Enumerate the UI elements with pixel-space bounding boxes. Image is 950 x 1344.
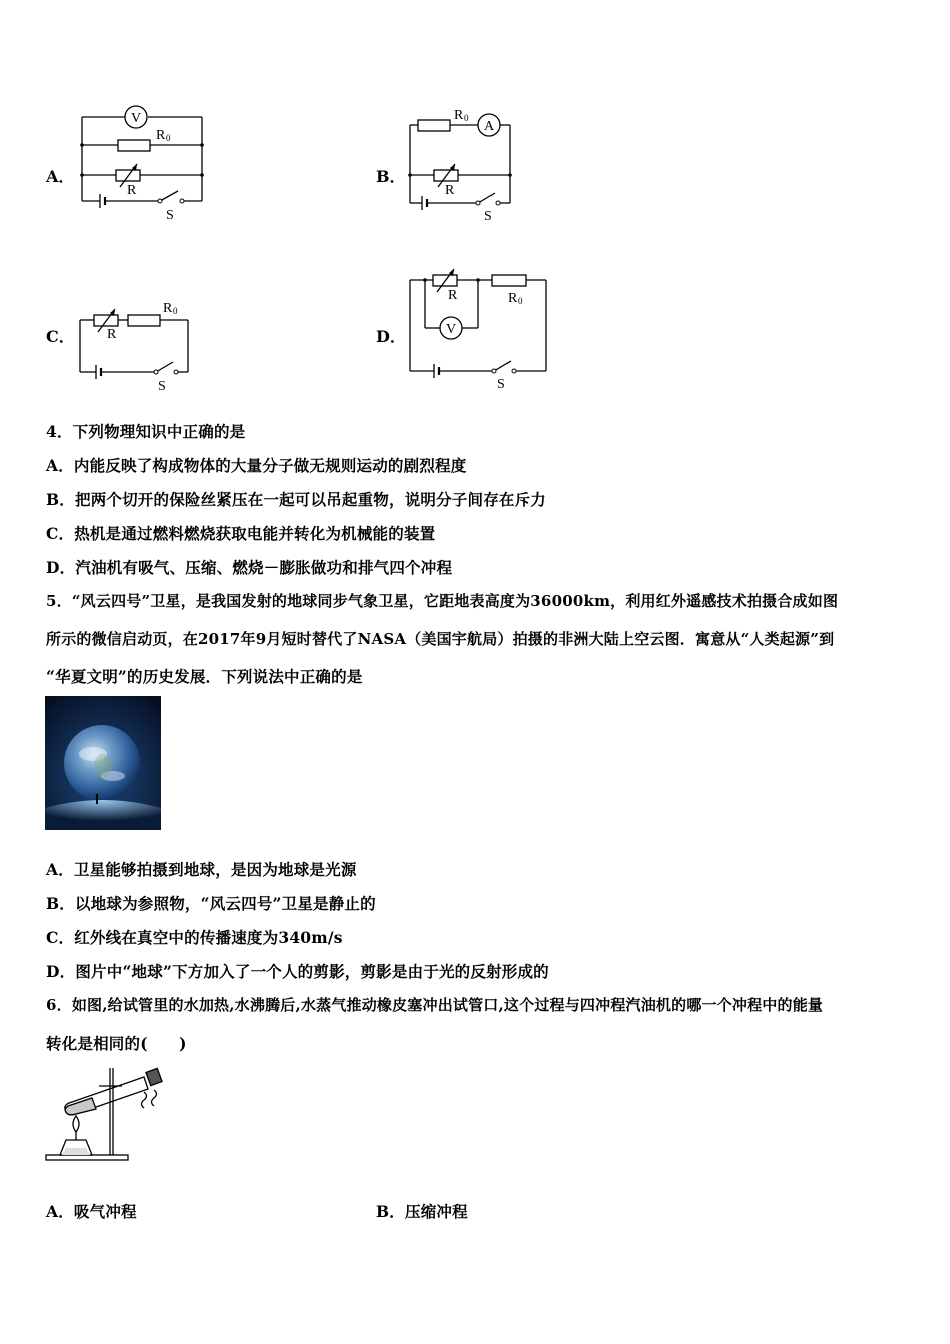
ammeter-label: A [483, 119, 495, 134]
q4-option-b: B．把两个切开的保险丝紧压在一起可以吊起重物，说明分子间存在斥力 [46, 490, 547, 509]
q4-option-d: D．汽油机有吸气、压缩、燃烧－膨胀做功和排气四个冲程 [46, 558, 453, 577]
horizon [45, 800, 161, 830]
option-a-label: A． [46, 167, 75, 186]
rheostat-label: R [445, 183, 455, 198]
voltmeter [440, 317, 462, 339]
q5-stem-line-1: 5．“风云四号”卫星，是我国发射的地球同步气象卫星，它距地表高度为36000km，利用红外遥感技术拍摄合成如图 [46, 592, 839, 610]
q5-option-d: D．图片中“地球”下方加入了一个人的剪影，剪影是由于光的反射形成的 [46, 962, 549, 981]
person-silhouette [96, 796, 98, 804]
r0-label: R [163, 301, 173, 316]
earth-image [45, 696, 161, 830]
switch-label: S [484, 209, 492, 224]
voltmeter [125, 106, 147, 128]
r0-subscript: 0 [518, 296, 523, 306]
switch-label: S [166, 208, 174, 223]
r0-label: R [156, 128, 166, 143]
q6-stem-line-1: 6．如图,给试管里的水加热,水沸腾后,水蒸气推动橡皮塞冲出试管口,这个过程与四冲程汽油机的哪一个冲程中的能量 [46, 996, 824, 1014]
ammeter [478, 114, 500, 136]
q5-stem-line-3: “华夏文明”的历史发展．下列说法中正确的是 [46, 667, 363, 686]
switch-label: S [497, 377, 505, 392]
circuit-diagram-c [70, 296, 200, 396]
circuit-diagram-b [400, 98, 530, 228]
q4-option-a: A．内能反映了构成物体的大量分子做无规则运动的剧烈程度 [46, 456, 467, 475]
r0-label: R [454, 108, 464, 123]
q4-stem: 4．下列物理知识中正确的是 [46, 422, 246, 441]
circuit-diagram-d [400, 262, 560, 397]
q5-option-b: B．以地球为参照物，“风云四号”卫星是静止的 [46, 894, 376, 913]
q6-option-a: A．吸气冲程 [46, 1202, 137, 1221]
switch-label: S [158, 379, 166, 394]
q6-option-b: B．压缩冲程 [376, 1202, 468, 1221]
q6-stem-line-2: 转化是相同的( ) [46, 1034, 187, 1053]
r0-subscript: 0 [166, 133, 171, 143]
q4-option-c: C．热机是通过燃料燃烧获取电能并转化为机械能的装置 [46, 524, 436, 543]
voltmeter-label: V [130, 111, 142, 126]
q5-option-a: A．卫星能够拍摄到地球，是因为地球是光源 [46, 860, 357, 879]
r0-subscript: 0 [464, 113, 469, 123]
r0-subscript: 0 [173, 306, 178, 316]
rheostat-label: R [448, 288, 458, 303]
option-b-label: B． [376, 167, 406, 186]
q5-stem-line-2: 所示的微信启动页，在2017年9月短时替代了NASA（美国宇航局）拍摄的非洲大陆上空云图．寓意从“人类起源”到 [46, 630, 835, 648]
circuit-diagram-a [70, 98, 220, 228]
test-tube-heating-diagram [44, 1062, 168, 1164]
rheostat-label: R [127, 183, 137, 198]
rheostat-label: R [107, 327, 117, 342]
q5-option-c: C．红外线在真空中的传播速度为340m/s [46, 928, 343, 947]
option-d-label: D． [376, 327, 406, 346]
option-c-label: C． [46, 327, 75, 346]
voltmeter-label: V [445, 322, 457, 337]
r0-label: R [508, 291, 518, 306]
